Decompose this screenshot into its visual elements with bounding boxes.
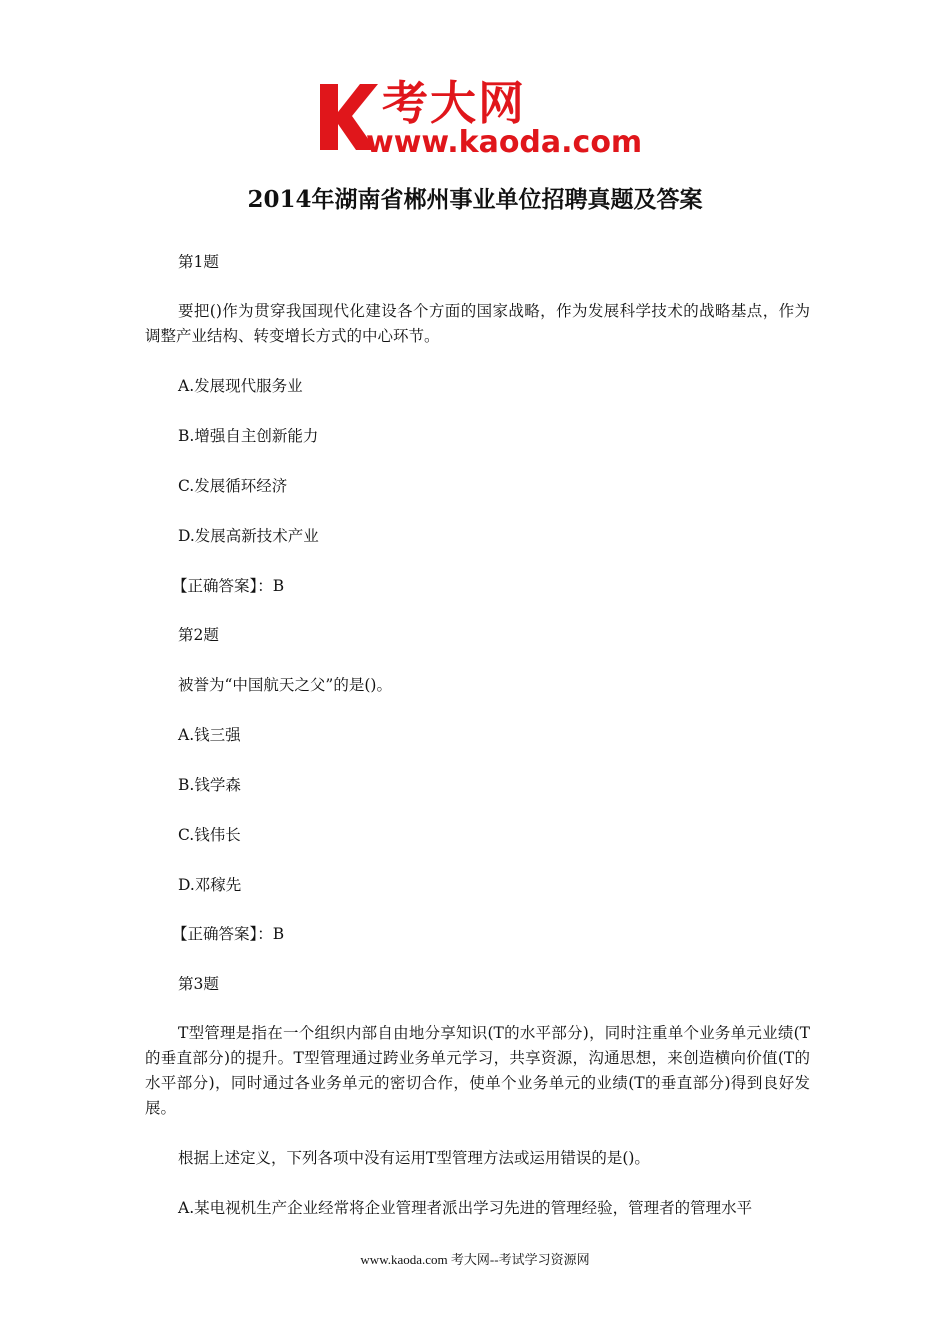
document-title: 2014年湖南省郴州事业单位招聘真题及答案 bbox=[247, 186, 703, 213]
q2-stem: 被誉为“中国航天之父”的是()。 bbox=[178, 676, 392, 694]
q2-answer: 【正确答案】：B bbox=[172, 925, 285, 943]
kaoda-logo bbox=[316, 76, 643, 160]
q3-question: 根据上述定义，下列各项中没有运用T型管理方法或运用错误的是()。 bbox=[178, 1149, 650, 1167]
q3-definition: T型管理是指在一个组织内部自由地分享知识(T的水平部分)，同时注重单个业务单元业绩(T的垂直部分)的提升。T型管理通过跨业务单元学习，共享资源，沟通思想，来创造横向价值(T的水平部分)，同时通过各业务单元的密切合作，使单个业务单元的业绩(T的垂直部分)得到良好发展。 bbox=[145, 1024, 810, 1117]
logo-url-text: www.kaoda.com bbox=[366, 125, 643, 160]
q3-option-a: A.某电视机生产企业经常将企业管理者派出学习先进的管理经验，管理者的管理水平 bbox=[178, 1199, 753, 1217]
q2-option-b: B.钱学森 bbox=[178, 776, 241, 794]
q1-stem: 要把()作为贯穿我国现代化建设各个方面的国家战略，作为发展科学技术的战略基点，作为调整产业结构、转变增长方式的中心环节。 bbox=[145, 302, 810, 345]
q1-answer: 【正确答案】：B bbox=[172, 577, 285, 595]
q1-option-a: A.发展现代服务业 bbox=[178, 377, 303, 395]
q3-label: 第3题 bbox=[178, 975, 219, 993]
q1-label: 第1题 bbox=[178, 253, 219, 271]
q1-option-d: D.发展高新技术产业 bbox=[178, 527, 319, 545]
q2-label: 第2题 bbox=[178, 626, 219, 644]
q2-option-a: A.钱三强 bbox=[178, 726, 241, 744]
page-footer: www.kaoda.com 考大网--考试学习资源网 bbox=[360, 1252, 590, 1267]
q2-option-d: D.邓稼先 bbox=[178, 876, 242, 894]
q1-option-c: C.发展循环经济 bbox=[178, 477, 288, 495]
q2-option-c: C.钱伟长 bbox=[178, 826, 241, 844]
q1-option-b: B.增强自主创新能力 bbox=[178, 427, 319, 445]
logo-brand-text: 考大网 bbox=[382, 76, 526, 130]
